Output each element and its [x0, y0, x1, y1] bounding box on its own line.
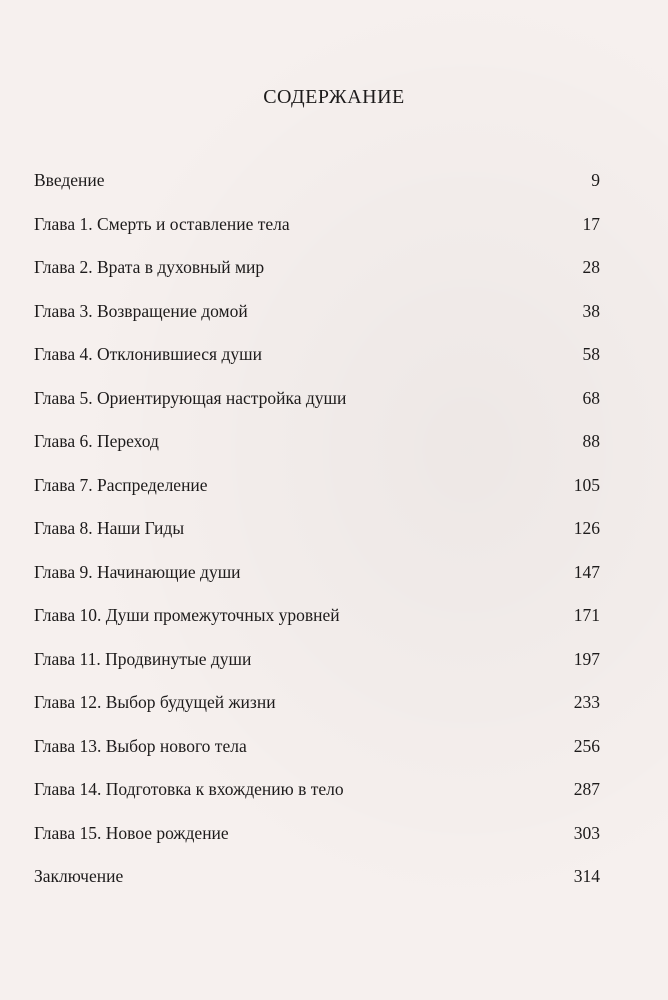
toc-entry: [34, 342, 600, 386]
toc-entry-page: 233: [573, 692, 600, 712]
page-title: СОДЕРЖАНИЕ: [263, 86, 405, 108]
toc-entry: [34, 255, 600, 299]
toc-entry-label: Глава 10. Души промежуточных уровней: [34, 605, 340, 625]
toc-entry-label: Заключение: [34, 866, 124, 886]
toc-entry-label: Глава 4. Отклонившиеся души: [34, 344, 262, 364]
toc-entry: [34, 821, 600, 865]
toc-entry: [34, 864, 600, 908]
toc-entry-label: Глава 15. Новое рождение: [34, 822, 229, 843]
toc-entry-page: 314: [573, 866, 600, 886]
toc-entry-label: Глава 9. Начинающие души: [34, 561, 241, 582]
toc-entry-label: Глава 3. Возвращение домой: [34, 300, 248, 321]
toc-entry-page: 58: [582, 344, 600, 364]
toc-entry: [34, 429, 600, 473]
toc-entry-label: Глава 14. Подготовка к вхождению в тело: [34, 779, 344, 799]
toc-entry: [34, 168, 600, 212]
toc-entry-page: 256: [573, 735, 600, 756]
toc-entry-page: 126: [573, 518, 600, 538]
toc-entry-page: 88: [582, 431, 600, 451]
toc-entry: [34, 734, 600, 778]
toc-entry-page: 197: [573, 648, 600, 669]
toc-entry-label: Глава 8. Наши Гиды: [34, 518, 185, 538]
toc-entry-label: Глава 13. Выбор нового тела: [34, 735, 247, 756]
toc-entry: [34, 603, 600, 647]
toc-entry-label: Глава 12. Выбор будущей жизни: [34, 692, 276, 712]
table-of-contents: [34, 168, 600, 908]
toc-entry-page: 171: [573, 605, 600, 625]
toc-entry-page: 105: [573, 474, 600, 495]
toc-entry-page: 287: [573, 779, 600, 799]
toc-entry: [34, 386, 600, 430]
toc-entry-page: 147: [573, 561, 600, 582]
toc-entry-page: 17: [582, 213, 600, 234]
toc-entry-page: 28: [582, 257, 600, 277]
toc-entry: [34, 690, 600, 734]
toc-entry-label: Глава 1. Смерть и оставление тела: [34, 213, 290, 234]
toc-entry-label: Глава 2. Врата в духовный мир: [34, 257, 265, 277]
toc-entry-label: Введение: [34, 170, 105, 190]
toc-entry-label: Глава 7. Распределение: [34, 474, 208, 495]
toc-entry-page: 9: [591, 170, 600, 190]
toc-entry-page: 68: [582, 387, 600, 408]
toc-entry: [34, 473, 600, 517]
toc-entry-label: Глава 11. Продвинутые души: [34, 648, 252, 669]
toc-entry: [34, 777, 600, 821]
toc-entry-label: Глава 6. Переход: [34, 431, 159, 451]
toc-entry: [34, 299, 600, 343]
toc-entry-page: 38: [582, 300, 600, 321]
toc-entry: [34, 516, 600, 560]
toc-entry-label: Глава 5. Ориентирующая настройка души: [34, 387, 347, 408]
toc-entry: [34, 212, 600, 256]
toc-entry: [34, 647, 600, 691]
toc-entry-page: 303: [573, 822, 600, 843]
toc-entry: [34, 560, 600, 604]
